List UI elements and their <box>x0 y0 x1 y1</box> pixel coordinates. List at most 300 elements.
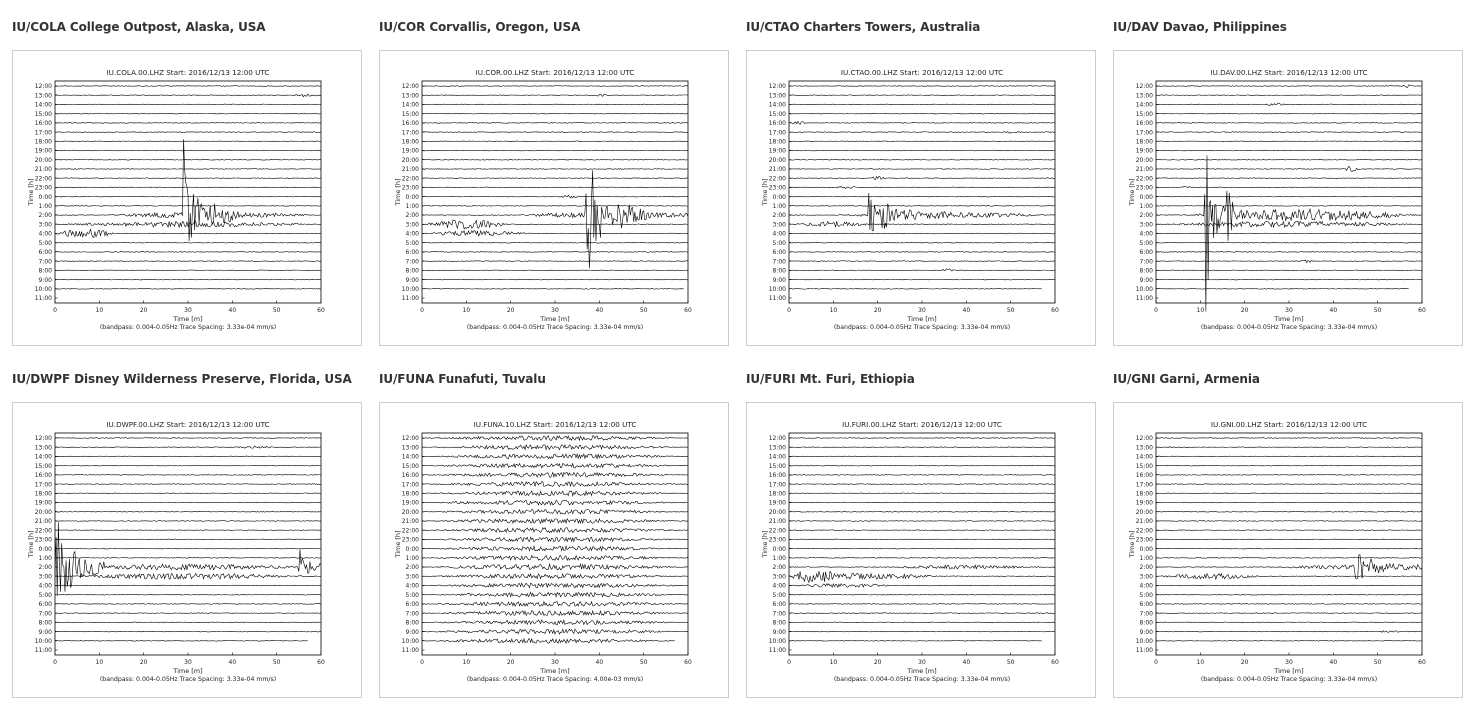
station-title[interactable]: IU/DWPF Disney Wilderness Preserve, Florida, USA <box>12 372 352 386</box>
x-axis-label: Time [m] <box>173 667 203 675</box>
y-tick-label: 12:00 <box>1135 83 1153 91</box>
y-tick-label: 8:00 <box>1139 267 1153 275</box>
x-tick-label: 30 <box>184 307 192 314</box>
helicorder-chart <box>1114 51 1462 345</box>
seismic-trace <box>1156 622 1422 623</box>
y-tick-label: 20:00 <box>1135 156 1153 164</box>
seismic-trace <box>1156 511 1422 512</box>
seismic-trace <box>789 150 1055 151</box>
y-tick-label: 21:00 <box>768 166 786 174</box>
seismic-trace <box>789 584 1055 588</box>
y-tick-label: 4:00 <box>405 230 419 238</box>
y-tick-label: 14:00 <box>768 453 786 461</box>
y-tick-label: 6:00 <box>405 601 419 609</box>
y-tick-label: 17:00 <box>768 481 786 489</box>
y-tick-label: 9:00 <box>1139 628 1153 636</box>
seismic-trace <box>422 242 688 243</box>
station-title[interactable]: IU/COR Corvallis, Oregon, USA <box>379 20 581 34</box>
y-tick-label: 13:00 <box>768 92 786 100</box>
y-tick-label: 5:00 <box>1139 591 1153 599</box>
y-tick-label: 6:00 <box>38 601 52 609</box>
plot-frame <box>789 433 1055 655</box>
x-tick-label: 60 <box>317 659 325 666</box>
seismic-trace <box>789 177 1055 180</box>
seismic-trace <box>422 620 688 625</box>
y-tick-label: 16:00 <box>1135 120 1153 128</box>
seismic-trace <box>55 242 321 243</box>
seismic-trace <box>789 95 1055 96</box>
y-tick-label: 18:00 <box>1135 138 1153 146</box>
chart-title: IU.COR.00.LHZ Start: 2016/12/13 12:00 UTC <box>475 68 635 77</box>
y-tick-label: 1:00 <box>1139 555 1153 563</box>
y-tick-label: 3:00 <box>1139 221 1153 229</box>
station-title[interactable]: IU/CTAO Charters Towers, Australia <box>746 20 981 34</box>
y-tick-label: 9:00 <box>38 276 52 284</box>
seismic-trace <box>55 86 321 87</box>
seismic-trace <box>55 288 321 289</box>
seismic-trace <box>422 473 688 478</box>
seismic-trace <box>55 261 321 262</box>
y-tick-label: 20:00 <box>401 156 419 164</box>
y-tick-label: 4:00 <box>405 582 419 590</box>
y-tick-label: 10:00 <box>401 637 419 645</box>
x-tick-label: 20 <box>1240 307 1249 314</box>
seismic-trace <box>422 528 688 533</box>
y-tick-label: 5:00 <box>772 591 786 599</box>
seismic-trace <box>789 113 1055 114</box>
seismic-trace <box>1156 465 1422 466</box>
y-tick-label: 17:00 <box>401 481 419 489</box>
seismic-trace <box>789 484 1055 485</box>
y-tick-label: 4:00 <box>38 582 52 590</box>
y-tick-label: 1:00 <box>38 203 52 211</box>
seismic-trace <box>1156 132 1422 133</box>
helicorder-panel[interactable] <box>746 50 1096 346</box>
seismic-trace <box>55 159 321 160</box>
y-tick-label: 21:00 <box>768 518 786 526</box>
seismic-trace <box>1156 113 1422 114</box>
seismic-trace <box>1156 604 1422 605</box>
seismic-trace <box>55 446 321 448</box>
seismic-trace <box>422 170 688 268</box>
y-tick-label: 16:00 <box>34 472 52 480</box>
x-tick-label: 40 <box>228 659 237 666</box>
y-tick-label: 15:00 <box>34 462 52 470</box>
seismic-trace <box>55 123 321 124</box>
seismic-trace <box>1156 221 1422 227</box>
y-tick-label: 17:00 <box>1135 481 1153 489</box>
x-axis-label: Time [m] <box>1274 315 1304 323</box>
y-tick-label: 10:00 <box>401 285 419 293</box>
helicorder-panel[interactable] <box>12 50 362 346</box>
y-tick-label: 18:00 <box>401 490 419 498</box>
bandpass-footnote: (bandpass: 0.004-0.05Hz Trace Spacing: 3.33e-04 mm/s) <box>1200 324 1378 331</box>
y-tick-label: 1:00 <box>772 555 786 563</box>
y-tick-label: 21:00 <box>1135 166 1153 174</box>
y-tick-label: 13:00 <box>34 444 52 452</box>
x-tick-label: 0 <box>420 659 424 666</box>
y-tick-label: 23:00 <box>1135 536 1153 544</box>
y-tick-label: 2:00 <box>1139 564 1153 572</box>
seismic-trace <box>55 465 321 466</box>
y-tick-label: 21:00 <box>34 166 52 174</box>
seismic-trace <box>55 252 321 253</box>
y-tick-label: 5:00 <box>405 591 419 599</box>
seismic-trace <box>55 539 321 540</box>
seismic-trace <box>422 141 688 142</box>
seismic-trace <box>55 270 321 271</box>
seismic-trace <box>1156 539 1422 540</box>
plot-frame <box>789 81 1055 303</box>
seismic-trace <box>422 463 688 468</box>
y-tick-label: 7:00 <box>38 610 52 618</box>
y-tick-label: 6:00 <box>1139 601 1153 609</box>
y-tick-label: 15:00 <box>401 462 419 470</box>
y-tick-label: 22:00 <box>401 527 419 535</box>
x-tick-label: 20 <box>506 659 515 666</box>
seismic-trace <box>422 252 688 253</box>
y-tick-label: 8:00 <box>405 267 419 275</box>
seismic-trace <box>789 475 1055 476</box>
y-tick-label: 18:00 <box>34 138 52 146</box>
y-tick-label: 13:00 <box>34 92 52 100</box>
x-tick-label: 50 <box>639 659 648 666</box>
seismic-trace <box>55 229 321 237</box>
seismic-trace <box>789 594 1055 595</box>
y-tick-label: 8:00 <box>38 267 52 275</box>
seismic-trace <box>1156 166 1422 171</box>
x-tick-label: 60 <box>684 307 692 314</box>
seismic-trace <box>789 565 1055 569</box>
seismic-trace <box>1156 493 1422 494</box>
seismic-trace <box>1156 159 1422 160</box>
x-tick-label: 60 <box>1051 307 1059 314</box>
seismic-trace <box>422 546 688 551</box>
x-tick-label: 20 <box>1240 659 1249 666</box>
y-tick-label: 0:00 <box>1139 193 1153 201</box>
station-title[interactable]: IU/COLA College Outpost, Alaska, USA <box>12 20 266 34</box>
seismic-trace <box>789 261 1055 262</box>
seismic-trace <box>422 611 688 616</box>
seismic-trace <box>422 187 688 188</box>
y-tick-label: 11:00 <box>1135 647 1153 655</box>
seismic-trace <box>789 169 1055 170</box>
y-tick-label: 16:00 <box>768 120 786 128</box>
y-tick-label: 16:00 <box>1135 472 1153 480</box>
y-tick-label: 2:00 <box>405 212 419 220</box>
x-tick-label: 40 <box>595 659 604 666</box>
y-tick-label: 14:00 <box>768 101 786 109</box>
seismic-trace <box>55 113 321 114</box>
seismic-trace <box>422 574 688 579</box>
x-tick-label: 60 <box>317 307 325 314</box>
x-tick-label: 50 <box>1373 307 1382 314</box>
y-tick-label: 7:00 <box>1139 610 1153 618</box>
seismic-trace <box>1156 521 1422 522</box>
helicorder-panel[interactable] <box>1113 402 1463 698</box>
x-tick-label: 30 <box>918 659 926 666</box>
seismic-trace <box>422 150 688 151</box>
y-tick-label: 13:00 <box>401 444 419 452</box>
x-tick-label: 10 <box>1196 307 1205 314</box>
y-tick-label: 10:00 <box>34 637 52 645</box>
seismic-trace <box>789 631 1055 632</box>
y-tick-label: 20:00 <box>34 156 52 164</box>
y-axis-label: Time [h] <box>1128 178 1136 206</box>
seismic-trace <box>422 132 688 133</box>
y-tick-label: 16:00 <box>34 120 52 128</box>
seismic-trace <box>1156 196 1422 197</box>
y-tick-label: 7:00 <box>1139 258 1153 266</box>
y-tick-label: 7:00 <box>405 258 419 266</box>
x-tick-label: 10 <box>829 659 838 666</box>
seismic-trace <box>1156 260 1422 262</box>
y-tick-label: 15:00 <box>34 110 52 118</box>
seismic-trace <box>422 500 688 505</box>
y-tick-label: 14:00 <box>34 101 52 109</box>
seismic-trace <box>789 233 1055 234</box>
station-title[interactable]: IU/DAV Davao, Philippines <box>1113 20 1287 34</box>
y-tick-label: 4:00 <box>1139 230 1153 238</box>
seismic-trace <box>55 604 321 605</box>
seismic-trace <box>422 279 688 280</box>
seismic-trace <box>789 447 1055 448</box>
x-tick-label: 40 <box>595 307 604 314</box>
seismic-trace <box>789 521 1055 522</box>
station-title[interactable]: IU/GNI Garni, Armenia <box>1113 372 1260 386</box>
seismic-trace <box>1156 85 1422 87</box>
y-tick-label: 19:00 <box>768 147 786 155</box>
x-tick-label: 0 <box>787 659 791 666</box>
x-tick-label: 0 <box>1154 307 1158 314</box>
y-tick-label: 19:00 <box>401 147 419 155</box>
y-tick-label: 3:00 <box>1139 573 1153 581</box>
seismic-trace <box>422 195 688 198</box>
seismic-trace <box>789 269 1055 271</box>
y-tick-label: 23:00 <box>34 536 52 544</box>
seismic-trace <box>789 604 1055 605</box>
y-tick-label: 20:00 <box>1135 508 1153 516</box>
y-tick-label: 11:00 <box>34 647 52 655</box>
helicorder-panel[interactable] <box>746 402 1096 698</box>
y-tick-label: 7:00 <box>772 610 786 618</box>
y-tick-label: 23:00 <box>768 184 786 192</box>
y-tick-label: 1:00 <box>38 555 52 563</box>
x-tick-label: 10 <box>1196 659 1205 666</box>
seismic-trace <box>422 205 688 206</box>
y-tick-label: 2:00 <box>405 564 419 572</box>
seismic-trace <box>1156 205 1422 206</box>
y-tick-label: 12:00 <box>401 435 419 443</box>
seismic-trace <box>422 629 688 634</box>
y-tick-label: 23:00 <box>401 184 419 192</box>
station-title[interactable]: IU/FURI Mt. Furi, Ethiopia <box>746 372 915 386</box>
seismic-trace <box>1156 123 1422 124</box>
seismic-trace <box>789 279 1055 280</box>
y-tick-label: 9:00 <box>772 276 786 284</box>
bandpass-footnote: (bandpass: 0.004-0.05Hz Trace Spacing: 3.33e-04 mm/s) <box>466 324 644 331</box>
seismic-trace <box>789 548 1055 549</box>
seismic-trace <box>55 150 321 151</box>
x-tick-label: 40 <box>1329 659 1338 666</box>
y-tick-label: 23:00 <box>401 536 419 544</box>
y-tick-label: 19:00 <box>1135 147 1153 155</box>
y-tick-label: 18:00 <box>768 490 786 498</box>
seismic-trace <box>422 564 688 570</box>
x-axis-label: Time [m] <box>1274 667 1304 675</box>
y-tick-label: 20:00 <box>401 508 419 516</box>
seismic-trace <box>55 522 321 595</box>
y-tick-label: 23:00 <box>768 536 786 544</box>
chart-title: IU.GNI.00.LHZ Start: 2016/12/13 12:00 UTC <box>1210 420 1368 429</box>
x-tick-label: 40 <box>1329 307 1338 314</box>
chart-title: IU.FUNA.10.LHZ Start: 2016/12/13 12:00 UTC <box>473 420 637 429</box>
y-tick-label: 6:00 <box>405 249 419 257</box>
y-tick-label: 18:00 <box>768 138 786 146</box>
y-tick-label: 2:00 <box>38 212 52 220</box>
seismic-trace <box>789 104 1055 105</box>
seismic-trace <box>1156 530 1422 531</box>
seismic-trace <box>55 475 321 476</box>
y-tick-label: 9:00 <box>38 628 52 636</box>
seismic-trace <box>1156 178 1422 179</box>
x-tick-label: 10 <box>95 307 104 314</box>
x-tick-label: 30 <box>1285 307 1293 314</box>
bandpass-footnote: (bandpass: 0.004-0.05Hz Trace Spacing: 3.33e-04 mm/s) <box>99 676 277 683</box>
seismic-trace <box>422 445 688 450</box>
y-tick-label: 4:00 <box>38 230 52 238</box>
y-tick-label: 8:00 <box>772 267 786 275</box>
y-tick-label: 13:00 <box>1135 92 1153 100</box>
helicorder-panel[interactable] <box>12 402 362 698</box>
x-tick-label: 50 <box>272 659 281 666</box>
y-tick-label: 22:00 <box>768 175 786 183</box>
y-axis-label: Time [h] <box>761 178 769 206</box>
seismic-trace <box>55 279 321 280</box>
helicorder-chart <box>380 51 728 345</box>
seismic-trace <box>422 436 688 441</box>
x-tick-label: 30 <box>918 307 926 314</box>
seismic-trace <box>422 555 688 560</box>
y-tick-label: 4:00 <box>1139 582 1153 590</box>
y-tick-label: 23:00 <box>1135 184 1153 192</box>
y-tick-label: 21:00 <box>401 166 419 174</box>
y-tick-label: 22:00 <box>34 527 52 535</box>
y-tick-label: 1:00 <box>772 203 786 211</box>
y-tick-label: 3:00 <box>405 573 419 581</box>
seismic-trace <box>1156 150 1422 151</box>
y-tick-label: 0:00 <box>772 193 786 201</box>
x-tick-label: 0 <box>420 307 424 314</box>
seismic-trace <box>422 86 688 87</box>
x-tick-label: 50 <box>272 307 281 314</box>
seismic-trace <box>422 509 688 514</box>
x-tick-label: 60 <box>684 659 692 666</box>
y-tick-label: 9:00 <box>772 628 786 636</box>
seismic-trace <box>1156 484 1422 485</box>
y-tick-label: 11:00 <box>768 295 786 303</box>
seismic-trace <box>422 231 688 236</box>
y-tick-label: 20:00 <box>768 508 786 516</box>
seismic-trace <box>789 465 1055 466</box>
seismic-trace <box>55 585 321 586</box>
y-tick-label: 16:00 <box>768 472 786 480</box>
seismic-trace <box>55 104 321 105</box>
y-tick-label: 10:00 <box>1135 637 1153 645</box>
x-axis-label: Time [m] <box>907 315 937 323</box>
seismic-trace <box>1156 270 1422 271</box>
x-tick-label: 10 <box>462 307 471 314</box>
seismic-trace <box>422 639 675 643</box>
seismic-trace <box>1156 557 1422 558</box>
seismic-trace <box>422 602 688 607</box>
helicorder-chart <box>747 51 1095 345</box>
y-tick-label: 20:00 <box>768 156 786 164</box>
y-tick-label: 12:00 <box>401 83 419 91</box>
y-tick-label: 12:00 <box>1135 435 1153 443</box>
y-tick-label: 11:00 <box>401 647 419 655</box>
y-tick-label: 20:00 <box>34 508 52 516</box>
seismic-trace <box>789 159 1055 160</box>
plot-frame <box>422 81 688 303</box>
y-tick-label: 17:00 <box>768 129 786 137</box>
y-tick-label: 9:00 <box>405 276 419 284</box>
seismic-trace <box>1156 187 1422 188</box>
y-tick-label: 22:00 <box>401 175 419 183</box>
y-tick-label: 1:00 <box>405 203 419 211</box>
y-tick-label: 11:00 <box>401 295 419 303</box>
plot-frame <box>1156 433 1422 655</box>
y-tick-label: 5:00 <box>38 239 52 247</box>
seismic-trace <box>1156 288 1409 289</box>
y-tick-label: 12:00 <box>34 83 52 91</box>
seismic-trace <box>1156 613 1422 614</box>
station-title[interactable]: IU/FUNA Funafuti, Tuvalu <box>379 372 546 386</box>
seismic-trace <box>1156 594 1422 595</box>
y-tick-label: 5:00 <box>772 239 786 247</box>
seismic-trace <box>55 613 321 614</box>
y-tick-label: 17:00 <box>34 129 52 137</box>
y-tick-label: 14:00 <box>401 453 419 461</box>
y-tick-label: 0:00 <box>38 545 52 553</box>
seismic-trace <box>55 622 321 623</box>
y-tick-label: 13:00 <box>768 444 786 452</box>
seismic-trace <box>55 178 321 179</box>
seismic-trace <box>789 571 1055 582</box>
seismic-trace <box>1156 447 1422 448</box>
y-tick-label: 16:00 <box>401 120 419 128</box>
y-tick-label: 7:00 <box>38 258 52 266</box>
helicorder-panel[interactable] <box>379 50 729 346</box>
y-tick-label: 8:00 <box>38 619 52 627</box>
helicorder-panel[interactable] <box>1113 50 1463 346</box>
helicorder-panel[interactable] <box>379 402 729 698</box>
seismic-trace <box>422 159 688 160</box>
y-tick-label: 18:00 <box>1135 490 1153 498</box>
seismic-trace <box>1156 141 1422 142</box>
y-tick-label: 3:00 <box>772 221 786 229</box>
y-tick-label: 3:00 <box>405 221 419 229</box>
seismic-trace <box>422 261 688 262</box>
seismic-trace <box>55 484 321 485</box>
seismic-trace <box>1156 585 1422 586</box>
bandpass-footnote: (bandpass: 0.004-0.05Hz Trace Spacing: 3.33e-04 mm/s) <box>833 676 1011 683</box>
y-tick-label: 8:00 <box>405 619 419 627</box>
y-tick-label: 0:00 <box>38 193 52 201</box>
y-tick-label: 11:00 <box>768 647 786 655</box>
seismic-trace <box>1156 279 1422 280</box>
seismic-trace <box>55 631 321 632</box>
